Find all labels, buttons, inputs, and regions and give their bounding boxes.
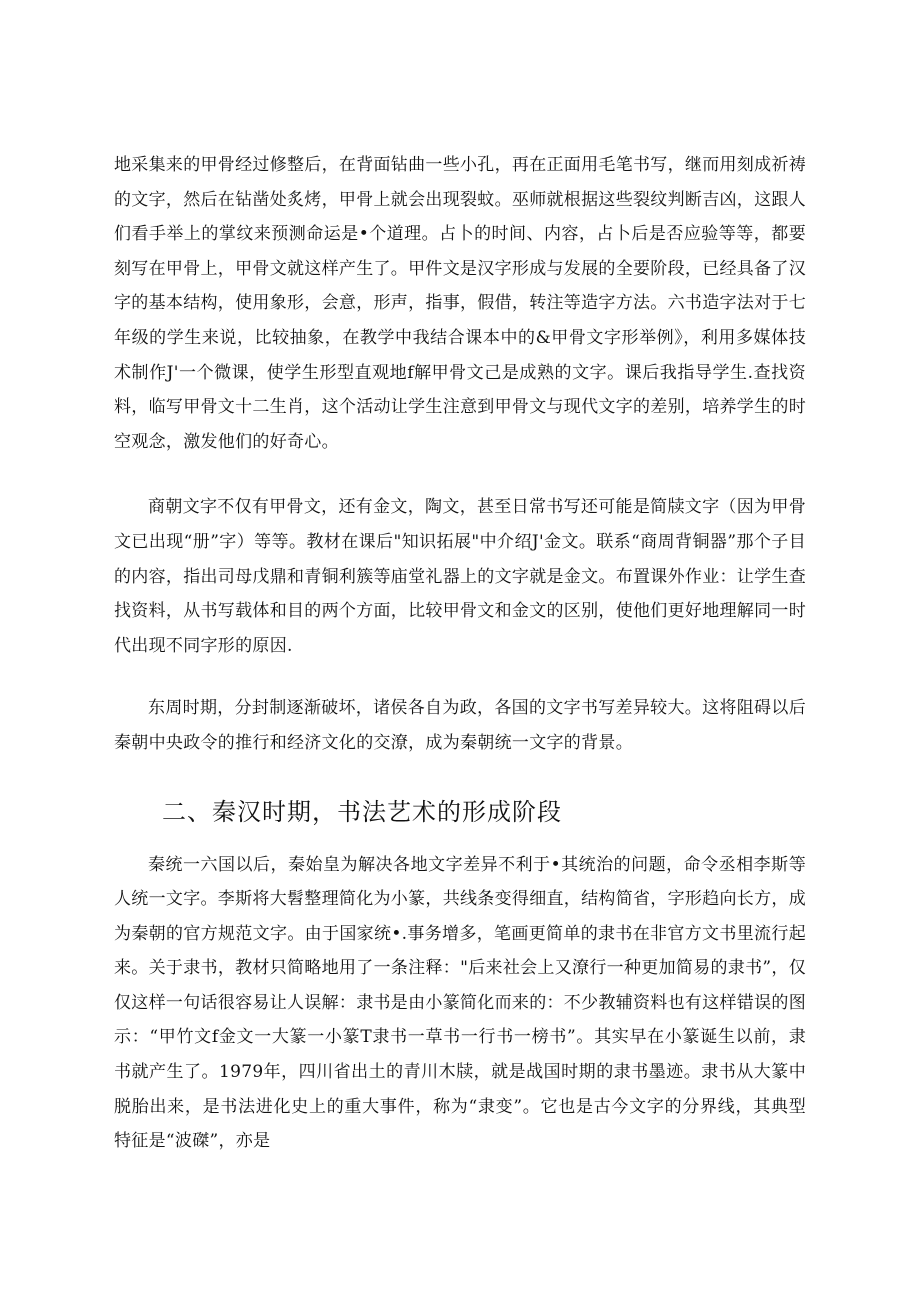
paragraph-oracle-bone: 地采集来的甲骨经过修整后，在背面钻曲一些小孔，再在正面用毛笔书写，继而用刻成祈祷的文字，然后在钻凿处炙烤，甲骨上就会出现裂蚊。巫师就根据这些裂纹判断吉凶，这跟人们看手举上的掌纹来预测命运是•个道理。占卜的时间、内容，占卜后是否应验等等，都要刻写在甲骨上，甲骨文就这样产生了。甲件文是汉字形成与发展的全要阶段，已经具备了汉字的基本结构，使用象形，会意，形声，指事，假借，转注等造字方法。六书造字法对于七年级的学生来说，比较抽象，在教学中我结合课本中的&甲骨文字形举例》，利用多媒体技术制作J'一个微课，使学生形型直观地f解甲骨文己是成熟的文字。课后我指导学生.查找资料，临写甲骨文十二生肖，这个活动让学生注意到甲骨文与现代文字的差别，培养学生的时空观念，激发他们的好奇心。: [114, 155, 806, 452]
paragraph-qin-unification: 秦统一六国以后，秦始皇为解决各地文字差异不利于•其统治的问题，命令丞相李斯等人统一文字。李斯将大髫整理简化为小篆，共线条变得细直，结构简省，字形趋向长方，成为秦朝的官方规范文字。由于国家统•.事务增多，笔画更简单的隶书在非官方文书里流行起来。关于隶书，教材只简略地用了一条注释："后来社会上又潦行一种更加简易的隶书”，仅仅这样一句话很容易让人误解：隶书是由小篆简化而来的：不少教辅资料也有这样错误的图示：“甲竹文f金文一大篆一小篆T隶书一草书一行书一榜书”。其实早在小篆诞生以前，隶书就产生了。1979年，四川省出土的青川木牍，就是战国时期的隶书墨迹。隶书从大篆中脱胎出来，是书法进化史上的重大事件，称为“隶变”。它也是古今文字的分界线，其典型特征是“波磔”，亦是: [114, 854, 806, 1152]
document-page: [114, 148, 806, 1159]
paragraph-shang-scripts: 商朝文字不仅有甲骨文，还有金文，陶文，甚至日常书写还可能是简牍文字（因为甲骨文已出现“册”字）等等。教材在课后"知识拓展"中介绍J'金文。联系“商周背铜器”那个子目的内容，指出司母戊鼎和青铜利簇等庙堂礼器上的文字就是金文。布置课外作业：让学生查找资料，从书写载体和目的两个方面，比较甲骨文和金文的区别，使他们更好地理解同一时代出现不同字形的原因.: [114, 497, 806, 656]
paragraph-eastern-zhou: 东周时期，分封制逐渐破坏，诸侯各自为政，各国的文字书写差异较大。这将阻碍以后秦朝中央政令的推行和经济文化的交潦，成为秦朝统一文字的背景。: [114, 698, 806, 753]
section-heading: 二、秦汉时期，书法艺术的形成阶段: [162, 797, 562, 826]
